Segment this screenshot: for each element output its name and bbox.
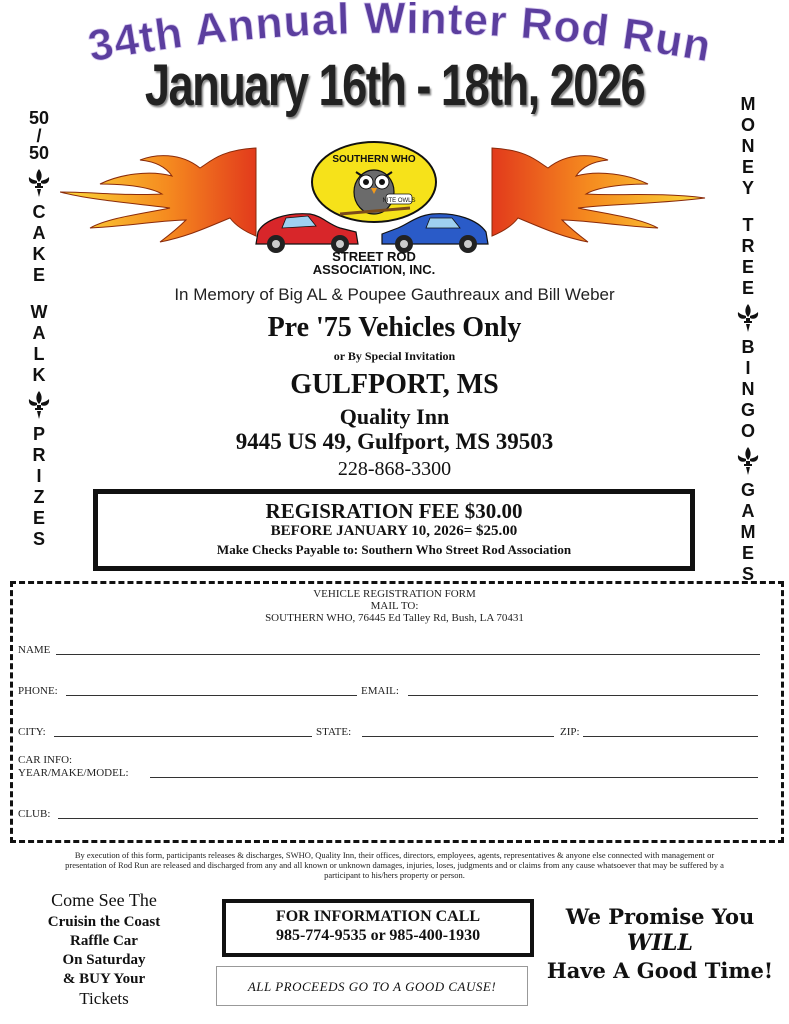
fee-early: BEFORE JANUARY 10, 2026= $25.00 bbox=[270, 523, 518, 539]
zip-field[interactable] bbox=[583, 727, 758, 737]
fee-checks: Make Checks Payable to: Southern Who Street Rod Association bbox=[216, 542, 572, 557]
right-char: E bbox=[741, 257, 754, 277]
event-address: 9445 US 49, Gulfport, MS 39503 bbox=[235, 429, 554, 454]
proceeds-note: ALL PROCEEDS GO TO A GOOD CAUSE! bbox=[216, 966, 528, 1006]
state-field[interactable] bbox=[362, 727, 554, 737]
form-mail-address: SOUTHERN WHO, 76445 Ed Talley Rd, Bush, LA 70431 bbox=[265, 612, 524, 624]
event-dates: January 16th - 18th, 2026 bbox=[144, 53, 645, 118]
promise-line-2: Have A Good Time! bbox=[546, 958, 774, 983]
email-label: EMAIL: bbox=[361, 685, 399, 697]
liability-disclaimer: By execution of this form, participants releases & discharges, SWHO, Quality Inn, their offices, directors, employees, agents, representatives & anyone else connected with management or presentation of Rod Run are released and discharged from any and all known or unknown damages, injuries, loses, judgments and or claims from any cause whatsoever that may be suffered by a participant to his/hers property or person. bbox=[65, 850, 724, 880]
left-char: E bbox=[32, 508, 45, 528]
event-city: GULFPORT, MS bbox=[290, 369, 499, 400]
left-char: C bbox=[32, 202, 46, 222]
right-char: E bbox=[741, 543, 754, 563]
right-char: Y bbox=[741, 178, 754, 198]
city-field[interactable] bbox=[54, 727, 312, 737]
form-heading bbox=[0, 588, 789, 624]
left-char: P bbox=[32, 424, 45, 444]
vehicle-eligibility: Pre '75 Vehicles Only bbox=[267, 312, 522, 343]
logo-top-text: SOUTHERN WHO bbox=[332, 154, 416, 165]
state-label: STATE: bbox=[316, 726, 352, 738]
info-phones: 985-774-9535 or 985-400-1930 bbox=[275, 927, 481, 944]
right-char: A bbox=[741, 501, 755, 521]
info-title: FOR INFORMATION CALL bbox=[275, 908, 481, 925]
right-char: E bbox=[741, 278, 754, 298]
club-logo bbox=[60, 140, 720, 280]
right-char: N bbox=[741, 136, 755, 156]
left-char: K bbox=[32, 365, 46, 385]
left-char: I bbox=[36, 466, 42, 486]
form-title: VEHICLE REGISTRATION FORM bbox=[313, 588, 476, 600]
raffle-line: & BUY Your bbox=[62, 971, 146, 987]
form-mail-to: MAIL TO: bbox=[370, 600, 419, 612]
logo-bottom-line2: ASSOCIATION, INC. bbox=[312, 262, 436, 277]
raffle-line: Raffle Car bbox=[70, 933, 138, 949]
raffle-line: Cruisin the Coast bbox=[47, 914, 161, 930]
left-char: W bbox=[30, 302, 48, 322]
logo-bottom-line1: STREET ROD bbox=[332, 249, 416, 264]
right-char: O bbox=[740, 115, 755, 135]
left-char: A bbox=[32, 223, 46, 243]
club-label: CLUB: bbox=[18, 808, 51, 820]
fleur-de-lis-icon bbox=[27, 168, 51, 198]
club-logo-svg bbox=[60, 140, 720, 280]
left-char: E bbox=[32, 265, 45, 285]
promise-will: WILL bbox=[627, 930, 693, 956]
year-make-model-label: YEAR/MAKE/MODEL: bbox=[18, 767, 129, 779]
left-char: Z bbox=[33, 487, 45, 507]
phone-label: PHONE: bbox=[18, 685, 58, 697]
right-char: I bbox=[745, 358, 751, 378]
left-char: 5 bbox=[28, 108, 39, 128]
promise-message bbox=[535, 903, 785, 984]
right-char: M bbox=[740, 94, 756, 114]
name-label: NAME bbox=[18, 644, 51, 656]
right-char: N bbox=[741, 379, 755, 399]
name-field[interactable] bbox=[56, 645, 760, 655]
zip-label: ZIP: bbox=[560, 726, 580, 738]
city-label: CITY: bbox=[18, 726, 46, 738]
registration-fee-box bbox=[93, 489, 695, 571]
raffle-line: On Saturday bbox=[62, 952, 146, 968]
left-char: S bbox=[32, 529, 45, 549]
right-char: T bbox=[742, 215, 754, 235]
right-char: G bbox=[740, 480, 755, 500]
special-invitation: or By Special Invitation bbox=[333, 349, 456, 363]
year-make-model-field[interactable] bbox=[150, 768, 758, 778]
left-char: 0 bbox=[39, 108, 50, 128]
left-char: / bbox=[36, 126, 42, 146]
raffle-info bbox=[24, 913, 184, 1008]
event-phone: 228-868-3300 bbox=[337, 458, 452, 480]
fee-title: REGISRATION FEE $30.00 bbox=[265, 499, 523, 523]
left-flame-icon bbox=[60, 148, 256, 242]
event-title-text: 34th Annual Winter Rod Run bbox=[84, 2, 716, 72]
right-flame-icon bbox=[492, 148, 705, 242]
right-char: M bbox=[740, 522, 756, 542]
right-char: B bbox=[741, 337, 755, 357]
information-box bbox=[222, 899, 534, 957]
right-char: E bbox=[741, 157, 754, 177]
left-char: 5 bbox=[28, 143, 39, 163]
left-char: L bbox=[33, 344, 45, 364]
right-char: R bbox=[741, 236, 755, 256]
logo-badge-text: NITE OWLS bbox=[382, 198, 416, 204]
memorial-line: In Memory of Big AL & Poupee Gauthreaux and Bill Weber bbox=[174, 285, 615, 304]
left-char: K bbox=[32, 244, 46, 264]
event-hotel: Quality Inn bbox=[339, 404, 450, 429]
raffle-tickets: Tickets bbox=[79, 989, 129, 1008]
phone-field[interactable] bbox=[66, 686, 357, 696]
left-char: R bbox=[32, 445, 46, 465]
car-info-label: CAR INFO: bbox=[18, 754, 73, 766]
come-see-heading: Come See The bbox=[51, 890, 157, 910]
email-field[interactable] bbox=[408, 686, 758, 696]
left-char: 0 bbox=[39, 143, 50, 163]
red-car-icon bbox=[256, 214, 358, 253]
right-char: G bbox=[740, 400, 755, 420]
right-char: S bbox=[741, 564, 754, 584]
promise-line-1: We Promise You bbox=[565, 904, 755, 929]
left-char: A bbox=[32, 323, 46, 343]
club-field[interactable] bbox=[58, 809, 758, 819]
right-char: O bbox=[740, 421, 755, 441]
